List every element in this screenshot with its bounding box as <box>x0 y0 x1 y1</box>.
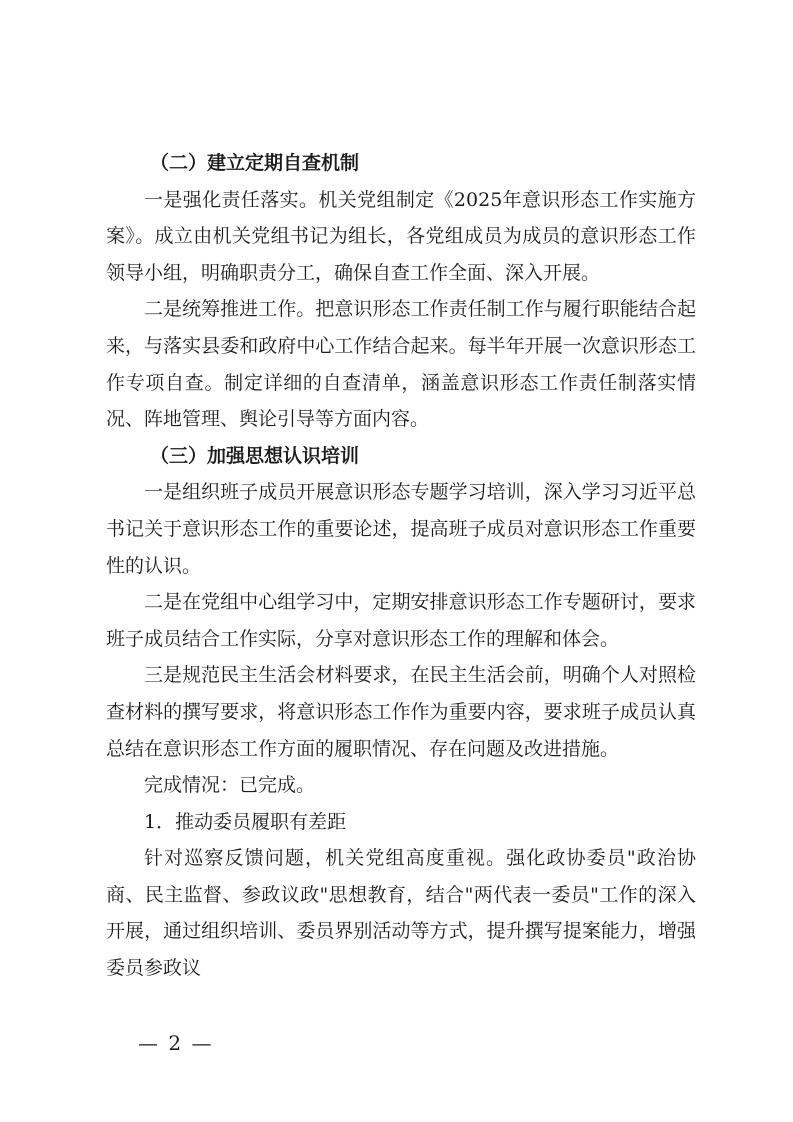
completion-status: 完成情况：已完成。 <box>144 774 316 797</box>
document-body <box>106 145 696 987</box>
paragraph-committee-members: 针对巡察反馈问题，机关党组高度重视。强化政协委员"政治协商、民主监督、参政议政"思想教育，结合"两代表一委员"工作的深入开展，通过组织培训、委员界别活动等方式，提升撰写提案能力，增强委员参政议 <box>106 847 696 980</box>
item-1-title: 1．推动委员履职有差距 <box>144 810 347 833</box>
paragraph-study-group: 二是在党组中心组学习中，定期安排意识形态工作专题研讨，要求班子成员结合工作实际，分享对意识形态工作的理解和体会。 <box>106 591 696 650</box>
paragraph-coordination: 二是统筹推进工作。把意识形态工作责任制工作与履行职能结合起来，与落实县委和政府中心工作结合起来。每半年开展一次意识形态工作专项自查。制定详细的自查清单，涵盖意识形态工作责任制落实情况、阵地管理、舆论引导等方面内容。 <box>106 298 696 431</box>
paragraph-democratic-life: 三是规范民主生活会材料要求，在民主生活会前，明确个人对照检查材料的撰写要求，将意识形态工作作为重要内容，要求班子成员认真总结在意识形态工作方面的履职情况、存在问题及改进措施。 <box>106 664 696 760</box>
paragraph-training: 一是组织班子成员开展意识形态专题学习培训，深入学习习近平总书记关于意识形态工作的重要论述，提高班子成员对意识形态工作重要性的认识。 <box>106 481 696 577</box>
section-heading-2: （二）建立定期自查机制 <box>150 152 360 174</box>
page-number: — 2 — <box>138 1031 214 1055</box>
paragraph-responsibility: 一是强化责任落实。机关党组制定《2025年意识形态工作实施方案》。成立由机关党组书记为组长，各党组成员为成员的意识形态工作领导小组，明确职责分工，确保自查工作全面、深入开展。 <box>106 188 696 284</box>
section-heading-3: （三）加强思想认识培训 <box>150 444 360 467</box>
